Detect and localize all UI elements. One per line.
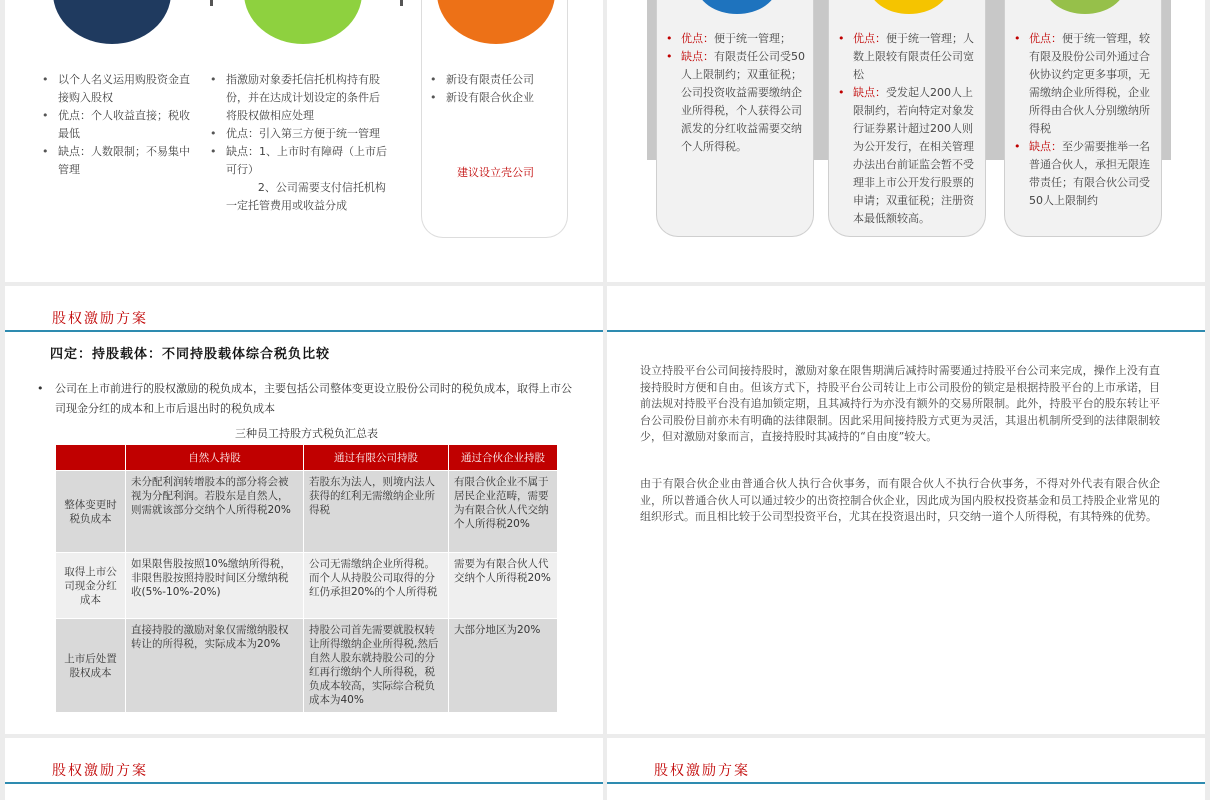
slide-holding-methods: [5, 0, 603, 282]
list-item: • 优点：个人收益直接；税收最低: [40, 107, 198, 143]
row-header: 上市后处置股权成本: [56, 619, 126, 713]
table-row: [56, 471, 558, 553]
column-header: [56, 445, 126, 471]
list-item: 2、公司需要支付信托机构一定托管费用或收益分成: [226, 181, 386, 212]
slide-platform-comparison: [607, 0, 1205, 282]
table-cell: 需要为有限合伙人代交纳个人所得税20%: [449, 553, 558, 619]
slide-partial: [5, 738, 603, 800]
blue-circle-icon: [697, 0, 777, 14]
pro-label: 优点：: [1029, 32, 1062, 45]
separator-mark: [210, 0, 213, 6]
con-text: 受发起人200人上限制约，若向特定对象发行证券累计超过200人则为公开发行，在相关管理办法出台前证监会暂不受理非上市公开发行股票的申请；双重征税；注册资本最低额较高。: [853, 86, 974, 225]
green-circle-icon: [244, 0, 362, 44]
slide-header-title: 股权激励方案: [52, 763, 148, 779]
header-divider: [5, 330, 603, 332]
direct-holding-list: [40, 71, 198, 179]
con-label: 缺点：: [681, 50, 714, 63]
platform-holding-list: [428, 71, 568, 107]
list-item: • 缺点：1、上市时有障碍（上市后可行）: [208, 143, 388, 179]
slide-header-title: 股权激励方案: [654, 763, 750, 779]
slide-explanation: [607, 286, 1205, 734]
yellow-circle-icon: [869, 0, 949, 14]
tax-table: [55, 444, 558, 713]
slide-tax-comparison: [5, 286, 603, 734]
table-cell: 有限合伙企业不属于居民企业范畴，需要为有限合伙人代交纳个人所得税20%: [449, 471, 558, 553]
pro-text: 便于统一管理；人数上限较有限责任公司宽松: [853, 32, 974, 81]
table-header-row: [56, 445, 558, 471]
con-text: 至少需要推举一名普通合伙人，承担无限连带责任；有限合伙公司受50人上限制约: [1029, 140, 1150, 207]
column-header: 自然人持股: [126, 445, 304, 471]
pro-text: 便于统一管理，较有限及股份公司外通过合伙协议约定更多事项，无需缴纳企业所得税，企业所得由合伙人分别缴纳所得税: [1029, 32, 1150, 135]
navy-circle-icon: [53, 0, 171, 44]
header-divider: [607, 330, 1205, 332]
recommendation-text: 建议设立壳公司: [457, 166, 534, 179]
intro-bullet: • 公司在上市前进行的股权激励的税负成本，主要包括公司整体变更设立股份公司时的税负成本，取得上市公司现金分红的成本和上市后退出时的税负成本: [35, 379, 580, 419]
column-header: 通过合伙企业持股: [449, 445, 558, 471]
joint-stock-card: [828, 0, 986, 237]
list-item: • 指激励对象委托信托机构持有股份，并在达成计划设定的条件后将股权做相应处理: [208, 71, 388, 125]
paragraph: 设立持股平台公司间接持股时，激励对象在限售期满后减持时需要通过持股平台公司来完成，操作上没有直接持股时方便和自由。但该方式下，持股平台公司转让上市公司股份的锁定是根据持股平台的上市承诺，目前法规对持股平台没有追加锁定期，且其减持行为亦没有额外的交易所限制。此外，持股平台的股东转让平台公司股份目前亦未有明确的法律限制。因此采用间接持股方式更为灵活，其退出机制所受到的法律限制较少，但对激励对象而言，直接持股时其减持的“自由度”较大。: [640, 364, 1160, 443]
table-caption: 三种员工持股方式税负汇总表: [235, 427, 378, 440]
list-item: • 缺点：人数限制；不易集中管理: [40, 143, 198, 179]
separator-mark: [400, 0, 403, 6]
header-divider: [607, 782, 1205, 784]
row-header: 取得上市公司现金分红成本: [56, 553, 126, 619]
con-label: 缺点：: [853, 86, 886, 99]
list-item: • 优点：引入第三方便于统一管理: [208, 125, 388, 143]
section-title: 四定：持股载体：不同持股载体综合税负比较: [50, 347, 331, 362]
table-row: [56, 619, 558, 713]
table-cell: 未分配利润转增股本的部分将会被视为分配利润。若股东是自然人，则需就该部分交纳个人所得税20%: [126, 471, 304, 553]
partnership-card: [1004, 0, 1162, 237]
header-divider: [5, 782, 603, 784]
slide-partial: [607, 738, 1205, 800]
trust-holding-list: [208, 71, 388, 215]
column-header: 通过有限公司持股: [304, 445, 449, 471]
table-cell: 若股东为法人，则境内法人获得的红利无需缴纳企业所得税: [304, 471, 449, 553]
list-item: • 新设有限合伙企业: [428, 89, 568, 107]
row-header: 整体变更时税负成本: [56, 471, 126, 553]
table-cell: 公司无需缴纳企业所得税。而个人从持股公司取得的分红仍承担20%的个人所得税: [304, 553, 449, 619]
slide-header-title: 股权激励方案: [52, 311, 148, 327]
list-item: • 以个人名义运用购股资金直接购入股权: [40, 71, 198, 107]
table-row: [56, 553, 558, 619]
paragraph: 由于有限合伙企业由普通合伙人执行合伙事务，而有限合伙人不执行合伙事务，不得对外代表有限合伙企业，所以普通合伙人可以通过较少的出资控制合伙企业，因此成为国内股权投资基金和员工持股企业常见的组织形式。而且相比较于公司型投资平台，尤其在投资退出时，只交纳一道个人所得税，有其特殊的优势。: [640, 477, 1160, 523]
table-cell: 持股公司首先需要就股权转让所得缴纳企业所得税,然后自然人股东就持股公司的分红再行缴纳个人所得税，税负成本较高，实际综合税负成本为40%: [304, 619, 449, 713]
con-text: 有限责任公司受50人上限制约；双重征税；公司投资收益需要缴纳企业所得税，个人获得公司派发的分红收益需要交纳个人所得税。: [681, 50, 805, 153]
table-cell: 如果限售股按照10%缴纳所得税，非限售股按照持股时间区分缴纳税收(5%-10%-20%): [126, 553, 304, 619]
list-item: • 新设有限责任公司: [428, 71, 568, 89]
pro-text: 便于统一管理；: [714, 32, 791, 45]
pro-label: 优点：: [681, 32, 714, 45]
table-cell: 直接持股的激励对象仅需缴纳股权转让的所得税，实际成本为20%: [126, 619, 304, 713]
green-circle-icon: [1045, 0, 1125, 14]
con-label: 缺点：: [1029, 140, 1062, 153]
llc-card: [656, 0, 814, 237]
table-cell: 大部分地区为20%: [449, 619, 558, 713]
pro-label: 优点：: [853, 32, 886, 45]
